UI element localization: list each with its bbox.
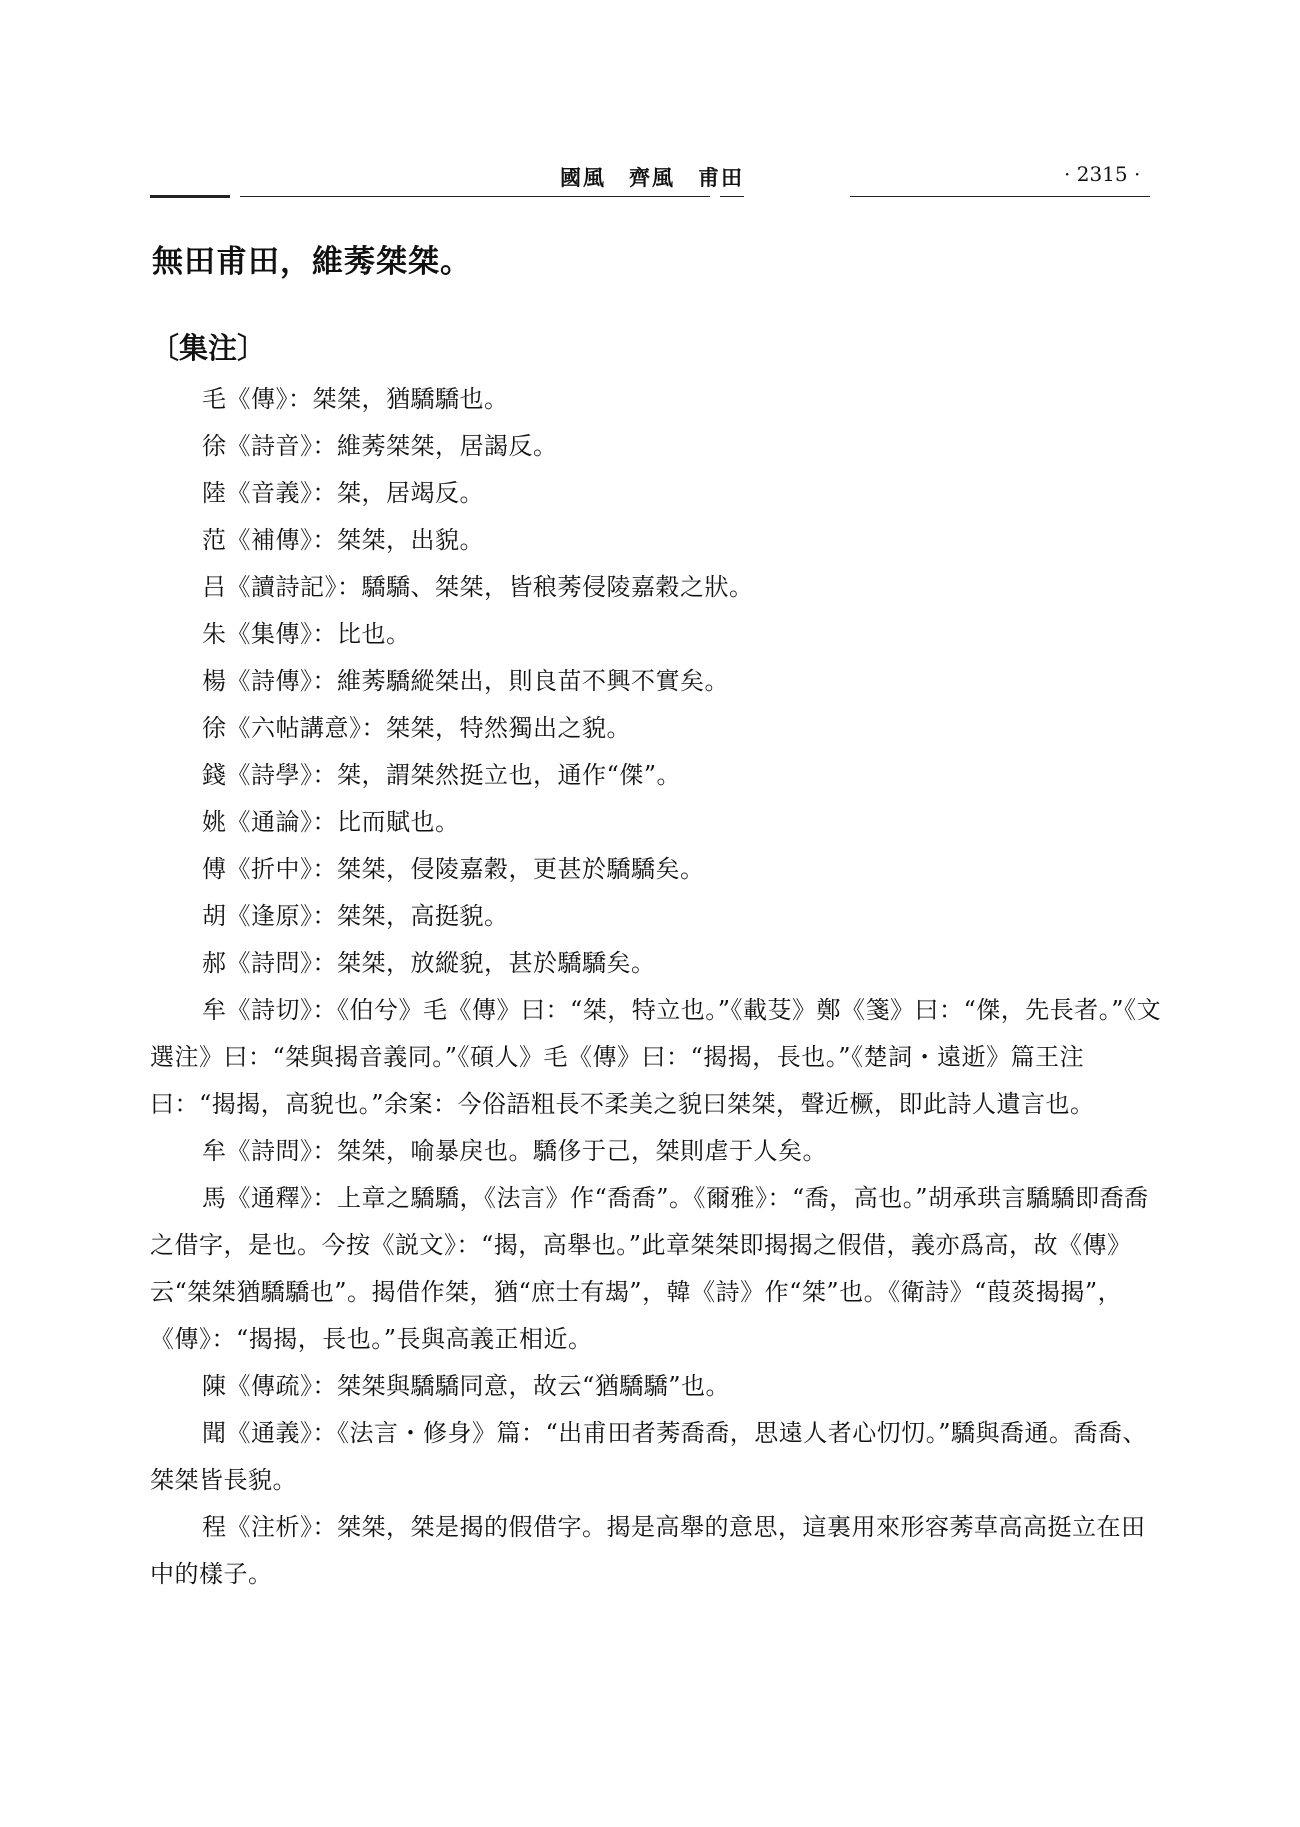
verse-line: 無田甫田，維莠桀桀。 [152, 244, 472, 280]
commentary-entry: 楊《詩傳》：維莠驕縱桀出，則良苗不興不實矣。 [202, 667, 729, 695]
page-number: · 2315 · [1064, 162, 1141, 186]
commentary-entry: 胡《逢原》：桀桀，高挺貌。 [202, 902, 509, 930]
commentary-entry: 聞《通義》：《法言・修身》篇：“出甫田者莠喬喬，思遠人者心忉忉。”驕與喬通。喬喬、桀桀皆長貌。 [150, 1419, 1148, 1494]
commentary-entry: 吕《讀詩記》：驕驕、桀桀，皆稂莠侵陵嘉穀之狀。 [202, 573, 754, 601]
running-head-title: 國風 齊風 甫田 [560, 165, 744, 190]
commentary-entry: 姚《通論》：比而賦也。 [202, 808, 460, 836]
commentary-entry: 牟《詩問》：桀桀，喻暴戾也。驕侈于己，桀則虐于人矣。 [202, 1137, 827, 1165]
header-rule [720, 196, 744, 197]
commentary-entry: 馬《通釋》：上章之驕驕，《法言》作“喬喬”。《爾雅》：“喬，高也。”胡承珙言驕驕即喬喬之借字，是也。今按《説文》：“揭，高舉也。”此章桀桀即揭揭之假借，義亦爲高，故《傳》云“桀桀猶驕驕也”。揭借作桀，猶“庶士有朅”，韓《詩》作“桀”也。《衛詩》“葭菼揭揭”，《傳》：“揭揭，長也。”長與高義正相近。 [150, 1184, 1149, 1353]
commentary-entry: 程《注析》：桀桀，桀是揭的假借字。揭是高舉的意思，這裏用來形容莠草高高挺立在田中的樣子。 [150, 1513, 1146, 1588]
commentary-entry: 郝《詩問》：桀桀，放縱貌，甚於驕驕矣。 [202, 949, 656, 977]
commentary-entry: 徐《六帖講意》：桀桀，特然獨出之貌。 [202, 714, 631, 742]
commentary-entry: 范《補傳》：桀桀，出貌。 [202, 526, 484, 554]
commentary-entry: 徐《詩音》：維莠桀桀，居謁反。 [202, 432, 558, 460]
header-rule [850, 196, 1150, 197]
commentary-body [150, 376, 1162, 1598]
running-head [0, 162, 1300, 198]
commentary-entry: 牟《詩切》：《伯兮》毛《傳》曰：“桀，特立也。”《載芟》鄭《箋》曰：“傑，先長者。”《文選注》曰：“桀與揭音義同。”《碩人》毛《傳》曰：“揭揭，長也。”《楚詞・遠逝》篇王注曰：“揭揭，高貌也。”余案：今俗語粗長不柔美之貌曰桀桀，聲近橛，即此詩人遺言也。 [150, 996, 1162, 1118]
commentary-entry: 陸《音義》：桀，居竭反。 [202, 479, 484, 507]
commentary-entry: 錢《詩學》：桀，謂桀然挺立也，通作“傑”。 [202, 761, 682, 789]
commentary-entry: 朱《集傳》：比也。 [202, 620, 411, 648]
section-heading: 〔集注〕 [150, 331, 267, 365]
commentary-entry: 傅《折中》：桀桀，侵陵嘉穀，更甚於驕驕矣。 [202, 855, 705, 883]
commentary-entry: 毛《傳》：桀桀，猶驕驕也。 [202, 385, 509, 413]
header-rule [240, 196, 710, 197]
header-rule [150, 195, 230, 198]
commentary-entry: 陳《傳疏》：桀桀與驕驕同意，故云“猶驕驕”也。 [202, 1372, 731, 1400]
